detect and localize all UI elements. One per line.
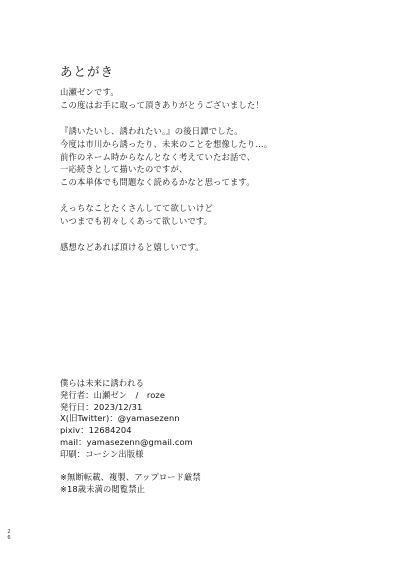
mail-line: mail：yamasezenn@gmail.com xyxy=(60,436,193,447)
afterword-spacer xyxy=(60,112,380,125)
colophon-spacer xyxy=(60,461,380,473)
publish-date-line: 発行日：2023/12/31 xyxy=(60,401,143,412)
page-number-digit: 6 xyxy=(7,534,11,541)
afterword-heading: あとがき xyxy=(60,64,115,79)
afterword-spacer xyxy=(60,228,380,241)
afterword-line: 前作のネーム時からなんとなく考えていたお話で、 xyxy=(60,151,256,162)
publisher-line: 発行者：山瀬ゼン / roze xyxy=(60,389,166,400)
age-restriction-notice: ※18歳未満の閲覧禁止 xyxy=(60,484,145,495)
afterword-line: 山瀬ゼンです。 xyxy=(60,87,119,97)
colophon xyxy=(60,378,380,496)
afterword-line: 今度は市川から誘ったり、未来のことを想像したり…。 xyxy=(60,138,273,149)
page-number-digit: 2 xyxy=(7,529,11,535)
afterword-line: この度はお手に取って頂きありがとうございました！ xyxy=(60,99,264,110)
afterword-line: 『誘いたいし、誘われたい。』の後日譚でした。 xyxy=(60,125,243,136)
afterword-line: 感想などあれば頂けると嬉しいです。 xyxy=(60,241,204,252)
afterword-line: 一応続きとして描いたのですが、 xyxy=(60,164,188,175)
book-title: 僕らは未来に誘われる xyxy=(60,378,144,388)
page-number xyxy=(5,530,13,541)
afterword-spacer xyxy=(60,189,380,202)
afterword-line: この本単体でも問題なく読めるかなと思ってます。 xyxy=(60,177,255,188)
afterword-line: えっちなことたくさんしてて欲しいけど xyxy=(60,203,213,214)
pixiv-line: pixiv：12684204 xyxy=(60,425,132,436)
twitter-line: X(旧Twitter)：@yamasezenn xyxy=(60,413,180,424)
printer-line: 印刷：コーシン出版様 xyxy=(60,448,144,459)
afterword-body xyxy=(60,86,380,254)
afterword-line: いつまでも初々しくあって欲しいです。 xyxy=(60,216,213,227)
copyright-notice: ※無断転載、複製、アップロード厳禁 xyxy=(60,472,201,483)
